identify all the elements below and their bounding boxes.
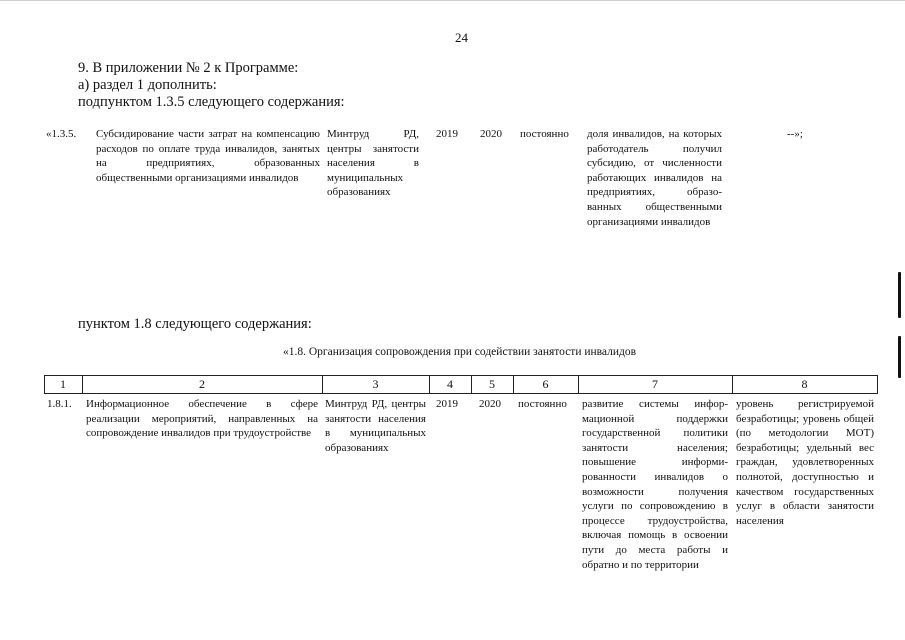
row-135-end-year: 2020	[480, 128, 502, 140]
row-181-start-year: 2019	[436, 398, 458, 410]
row-181-result: развитие системы информационной поддержки государственной политики занятости населения; повышение информированности инвалидов о возможности получения услуги по сопровождению в процессе трудоустройства, включая помощь в освоении пути до места работы и обратно и по территории	[582, 398, 728, 571]
row-135-closing-mark: --»;	[787, 128, 803, 140]
page-number: 24	[455, 30, 468, 45]
row-135-title: Субсидирование части затрат на компенсацию расходов по оплате труда инвалидов, занятых на предприятиях, образованных общественными организациями инвалидов	[96, 128, 320, 184]
row-181-period: постоянно	[518, 398, 567, 410]
top-border	[0, 0, 905, 1]
table-header-col-5: 5	[489, 377, 495, 391]
table-header-col-4: 4	[447, 377, 453, 391]
intro-line-3: подпунктом 1.3.5 следующего содержания:	[78, 94, 345, 110]
row-181-indicator: уровень регистрируемой безработицы; уровень общей (по методологии МОТ) безработицы; удельный вес граждан, удовлетворенных полнотой, доступностью и качеством государственных услуг в области занятости населения	[736, 398, 874, 527]
subheading-18: пунктом 1.8 следующего содержания:	[78, 316, 312, 332]
table-header-col-2: 2	[199, 377, 205, 391]
scan-edge-mark	[898, 272, 901, 318]
table-header-col-8: 8	[801, 377, 808, 391]
intro-line-2: а) раздел 1 дополнить:	[78, 77, 217, 93]
intro-line-1: 9. В приложении № 2 к Программе:	[78, 60, 299, 76]
table-header-col-1: 1	[60, 377, 66, 391]
table-header-col-7: 7	[652, 377, 658, 391]
col-divider-8	[877, 375, 878, 394]
row-135-indicator: доля инвалидов, на которых работодатель получил субсидию, от численности работающих инвалидов на предприятиях, образованных общественными организациями инвалидов	[587, 128, 722, 228]
row-135-number: «1.3.5.	[46, 128, 77, 140]
row-181-executor: Минтруд РД, центры занятости населения в муниципальных образованиях	[325, 398, 426, 454]
row-135-period: постоянно	[520, 128, 569, 140]
row-181-title: Информационное обеспечение в сфере реализации мероприятий, направленных на сопровождение инвалидов при трудоустройстве	[86, 398, 318, 440]
row-181-number: 1.8.1.	[47, 398, 72, 410]
table-header-rule	[44, 393, 878, 394]
row-135-start-year: 2019	[436, 128, 458, 140]
table-header-col-3: 3	[372, 377, 379, 391]
table-header-col-6: 6	[542, 377, 549, 391]
row-135-executor: Минтруд РД, центры занятости населения в муниципальных образованиях	[327, 128, 419, 199]
scan-edge-mark	[898, 336, 901, 378]
section-title-18: «1.8. Организация сопровождения при содействии занятости инвалидов	[283, 346, 637, 358]
row-181-end-year: 2020	[479, 398, 501, 410]
table-top-rule	[44, 375, 878, 376]
